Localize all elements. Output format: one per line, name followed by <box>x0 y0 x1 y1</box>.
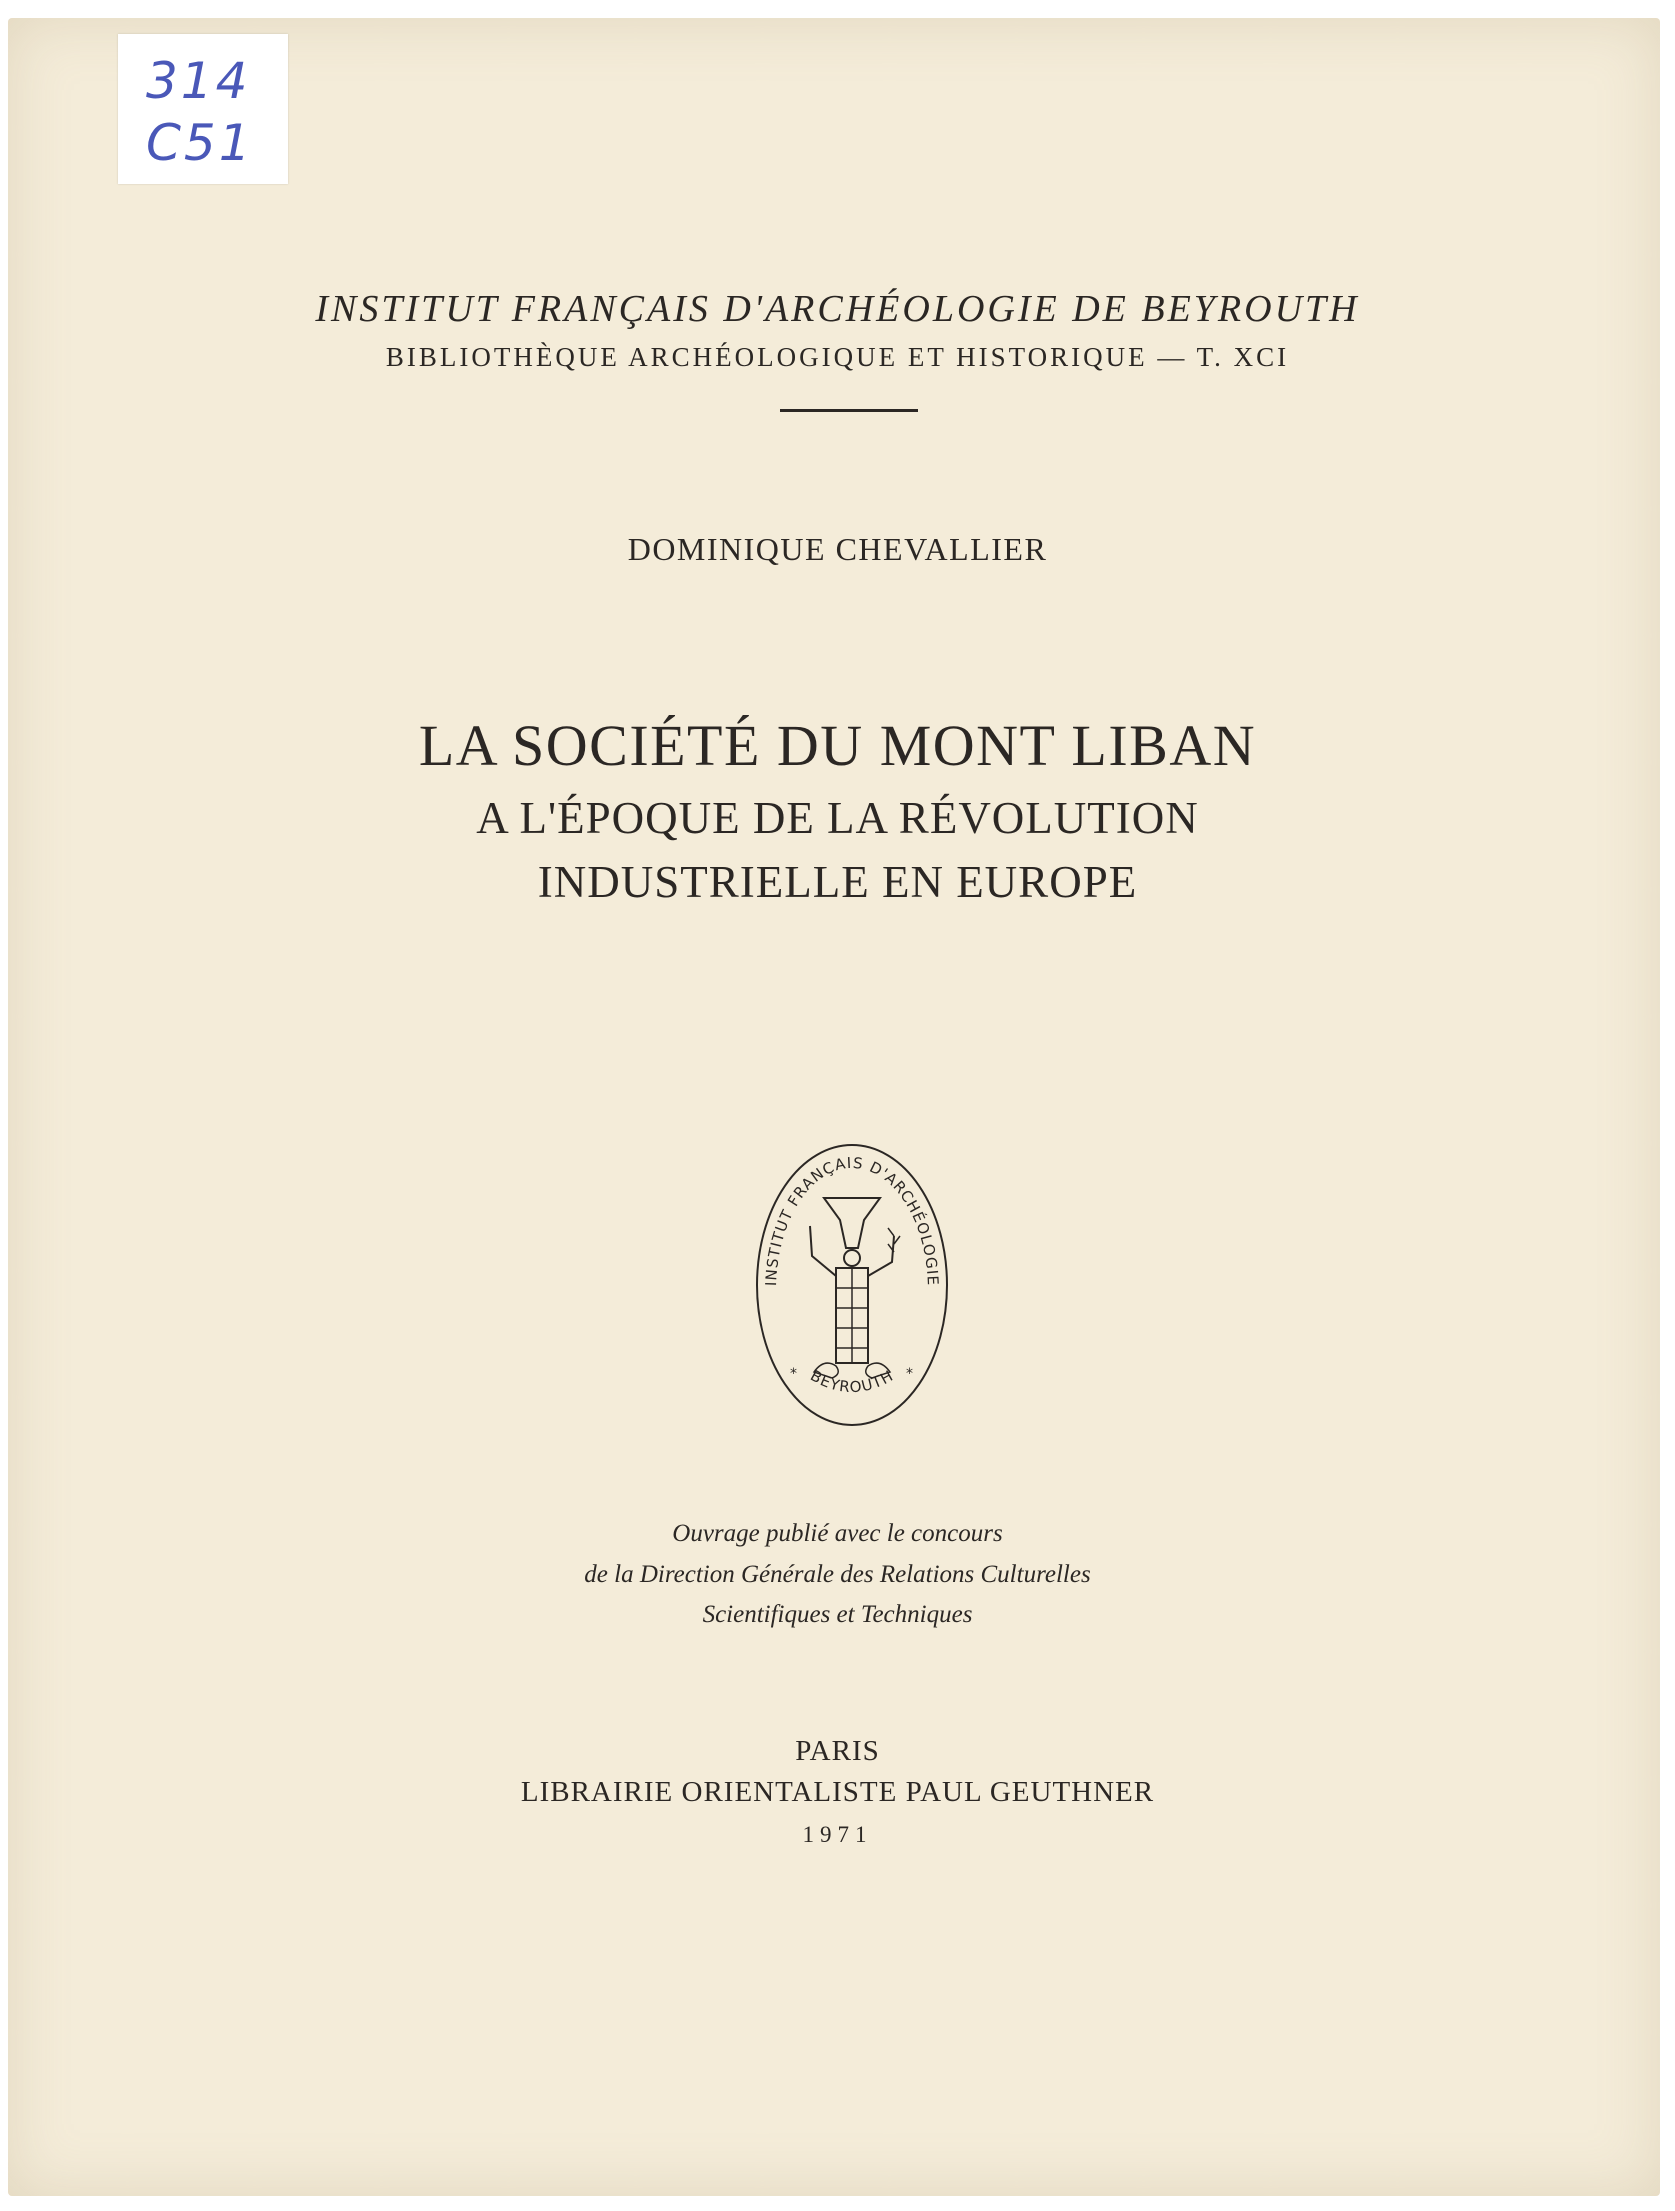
svg-text:*: * <box>790 1366 797 1382</box>
author-name: DOMINIQUE CHEVALLIER <box>627 531 1048 567</box>
book-title: LA SOCIÉTÉ DU MONT LIBAN <box>418 713 1257 778</box>
sponsor-note-line-2: de la Direction Générale des Relations Culturelles <box>584 1561 1091 1588</box>
institute-seal-icon <box>754 1140 950 1430</box>
seal-ring-text: INSTITUT FRANÇAIS D'ARCHÉOLOGIE <box>762 1153 943 1287</box>
series-institute: INSTITUT FRANÇAIS D'ARCHÉOLOGIE DE BEYROUTH <box>315 288 1360 330</box>
seal-bottom-text: BEYROUTH <box>807 1366 897 1397</box>
divider-rule <box>780 409 918 412</box>
book-subtitle-line-2: INDUSTRIELLE EN EUROPE <box>537 857 1138 907</box>
sponsor-note-line-3: Scientifiques et Techniques <box>702 1601 973 1628</box>
series-collection: BIBLIOTHÈQUE ARCHÉOLOGIQUE ET HISTORIQUE — T. XCI <box>385 342 1290 372</box>
publication-place: PARIS <box>795 1735 880 1767</box>
publisher-name: LIBRAIRIE ORIENTALISTE PAUL GEUTHNER <box>520 1776 1155 1808</box>
shelf-mark-label <box>118 34 288 184</box>
shelf-mark-line-2: C51 <box>146 114 254 172</box>
sponsor-note-line-1: Ouvrage publié avec le concours <box>672 1520 1003 1547</box>
book-subtitle-line-1: A L'ÉPOQUE DE LA RÉVOLUTION <box>476 793 1199 843</box>
shelf-mark-line-1: 314 <box>146 52 251 110</box>
publication-year: 1971 <box>802 1822 873 1847</box>
svg-text:BEYROUTH <box>807 1366 896 1396</box>
svg-text:*: * <box>906 1366 913 1382</box>
